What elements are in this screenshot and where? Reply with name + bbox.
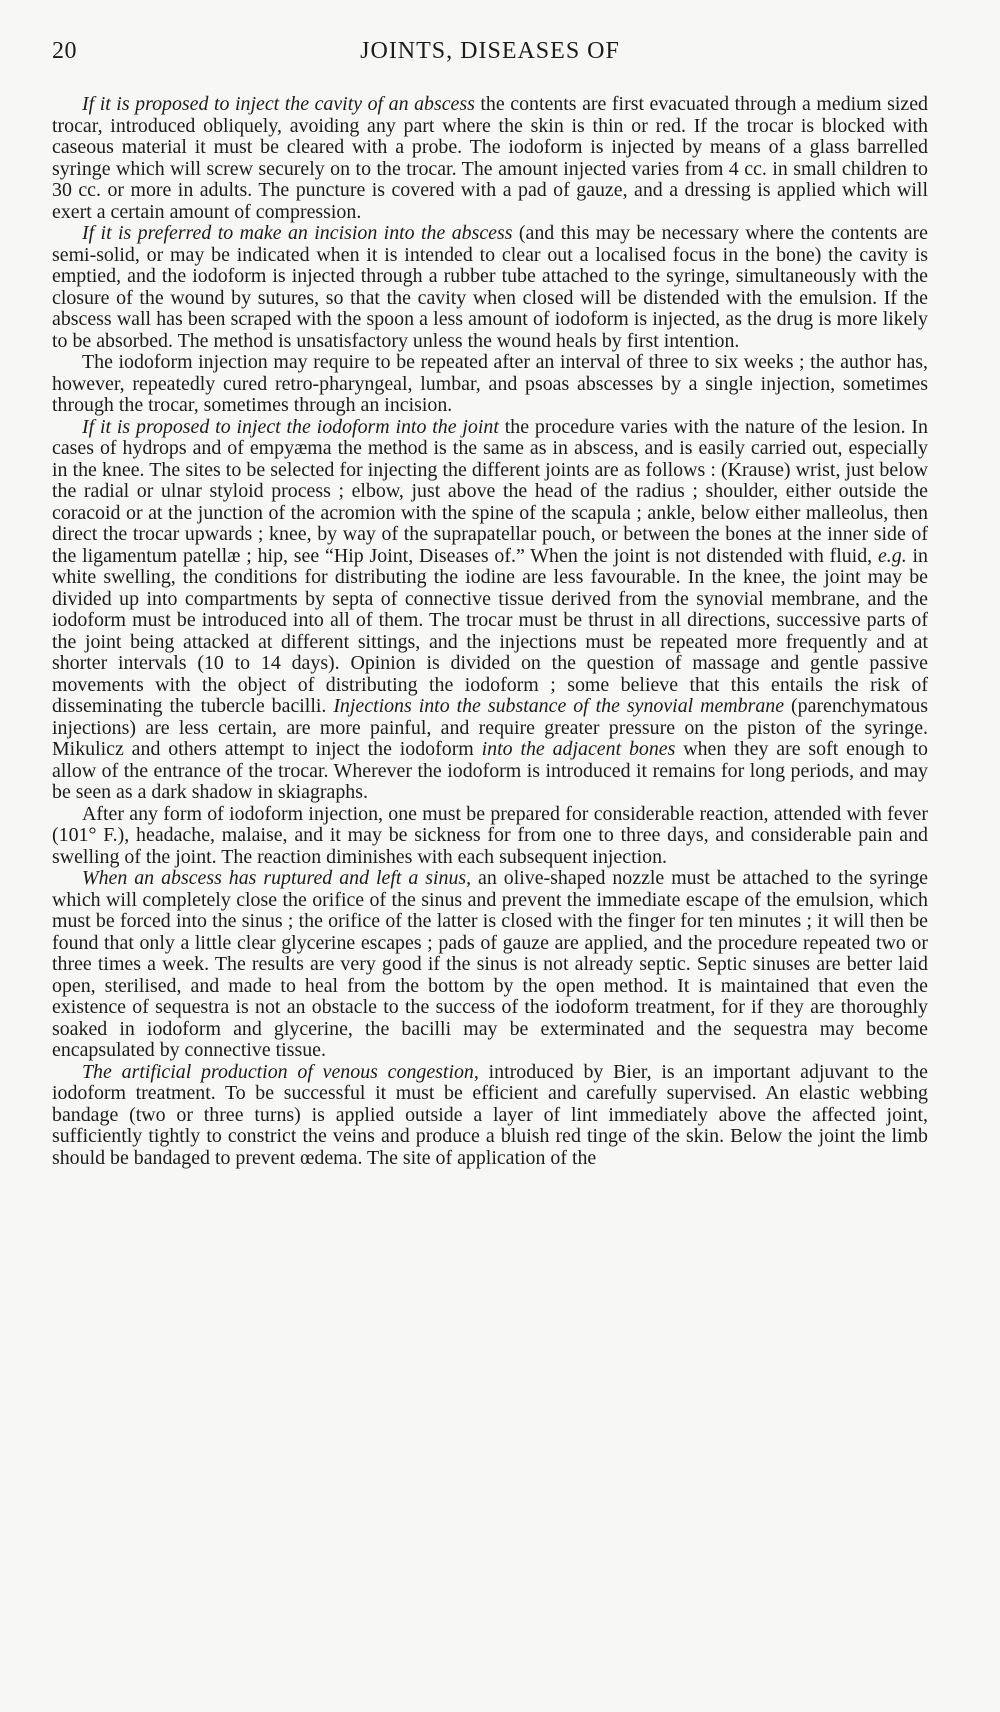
book-page	[52, 38, 928, 1169]
paragraph-text: After any form of iodoform injection, one must be prepared for considerable reaction, attended with fever (101° F.), headache, malaise, and it may be sickness for from one to three days, and considerable pain and swelling of the joint. The reaction diminishes with each subsequent injection.	[52, 802, 928, 868]
paragraph-text: the contents are first evacuated through a medium sized trocar, introduced obliquely, avoiding any part where the skin is thin or red. If the trocar is blocked with caseous material it must be cleared with a probe. The iodoform is injected by means of a glass barrelled syringe which will screw securely on to the trocar. The amount injected varies from 4 cc. in small children to 30 cc. or more in adults. The puncture is covered with a pad of gauze, and a dressing is applied which will exert a certain amount of compression.	[52, 93, 928, 223]
italic-lead: If it is proposed to inject the cavity of an abscess	[82, 93, 475, 115]
italic-lead: If it is proposed to inject the iodoform into the joint	[82, 415, 499, 438]
paragraph-repeat-injection	[52, 352, 928, 417]
paragraph-text: The iodoform injection may require to be repeated after an interval of three to six weeks ; the author has, however, repeatedly cured retro-pharyngeal, lumbar, and psoas abscesses by a single injection, sometimes through the trocar, sometimes through an incision.	[52, 351, 928, 416]
paragraph-joint-injection	[52, 417, 928, 804]
running-title: JOINTS, DISEASES OF	[360, 38, 620, 64]
page-number: 20	[52, 38, 77, 64]
paragraph-abscess-cavity	[52, 94, 928, 223]
italic-lead: If it is preferred to make an incision into the abscess	[82, 222, 513, 244]
paragraph-text: in white swelling, the conditions for distributing the iodine are less favourable. In the knee, the joint may be divided up into compartments by septa of connective tissue derived from the synovial membrane, and the iodoform must be introduced into all of them. The trocar must be thrust in all directions, successive parts of the joint being attacked at different sittings, and the injections must be repeated more frequently and at shorter intervals (10 to 14 days). Opinion is divided on the question of massage and gentle passive movements with the object of distributing the iodoform ; some believe that this entails the risk of disseminating the tubercle bacilli.	[52, 544, 929, 717]
body-text	[52, 94, 928, 1169]
paragraph-reaction	[52, 804, 928, 869]
paragraph-venous-congestion	[52, 1062, 928, 1170]
paragraph-text: an olive-shaped nozzle must be attached to the syringe which will completely close the orifice of the sinus and prevent the immediate escape of the emulsion, which must be forced into the sinus ; the orifice of the latter is closed with the finger for ten minutes ; it will then be found that only a little clear glycerine escapes ; pads of gauze are applied, and the procedure repeated two or three times a week. The results are very good if the sinus is not already septic. Septic sinuses are better laid open, sterilised, and made to heal from the bottom by the open method. It is maintained that even the existence of sequestra is not an obstacle to the success of the iodoform treatment, for if they are thoroughly soaked in iodoform and glycerine, the bacilli may be exterminated and the sequestra may become encapsulated by connective tissue.	[52, 867, 928, 1061]
paragraph-text: (and this may be necessary where the contents are semi-solid, or may be indicated when it is intended to clear out a localised focus in the bone) the cavity is emptied, and the iodoform is injected through a rubber tube attached to the syringe, simultaneously with the closure of the wound by sutures, so that the cavity when closed will be distended with the emulsion. If the abscess wall has been scraped with the spoon a less amount of iodoform is injected, as the drug is more likely to be absorbed. The method is unsatisfactory unless the wound heals by first intention.	[52, 222, 929, 352]
italic-phrase: into the adjacent bones	[481, 738, 676, 760]
italic-lead: When an abscess has ruptured and left a sinus,	[82, 867, 472, 889]
paragraph-text: the procedure varies with the nature of the lesion. In cases of hydrops and of empyæma the method is the same as in abscess, and is easily carried out, especially in the knee. The sites to be selected for injecting the different joints are as follows : (Krause) wrist, just below the radial or ulnar styloid process ; elbow, just above the head of the radius ; shoulder, either outside the coracoid or at the junction of the acromion with the spine of the scapula ; ankle, below either malleolus, then direct the trocar upwards ; knee, by way of the suprapatellar pouch, or between the bones at the inner side of the ligamentum patellæ ; hip, see “Hip Joint, Diseases of.” When the joint is not distended with fluid,	[52, 415, 928, 567]
running-head	[52, 38, 928, 74]
italic-abbreviation: e.g.	[877, 544, 907, 567]
paragraph-incision	[52, 223, 928, 352]
italic-lead: The artificial production of venous congestion,	[82, 1060, 479, 1083]
paragraph-text: when they are soft enough to allow of the entrance of the trocar. Wherever the iodoform is introduced it remains for long periods, and may be seen as a dark shadow in skiagraphs.	[52, 738, 928, 803]
paragraph-text: (parenchymatous injections) are less certain, are more painful, and require greater pressure on the piston of the syringe. Mikulicz and others attempt to inject the iodoform	[52, 695, 928, 760]
paragraph-text: introduced by Bier, is an important adjuvant to the iodoform treatment. To be successful it must be efficient and carefully supervised. An elastic webbing bandage (two or three turns) is applied outside a layer of lint immediately above the affected joint, sufficiently tightly to constrict the veins and produce a bluish red tinge of the skin. Below the joint the limb should be bandaged to prevent œdema. The site of application of the	[52, 1060, 928, 1169]
italic-phrase: Injections into the substance of the synovial membrane	[333, 695, 785, 717]
paragraph-sinus	[52, 868, 928, 1062]
